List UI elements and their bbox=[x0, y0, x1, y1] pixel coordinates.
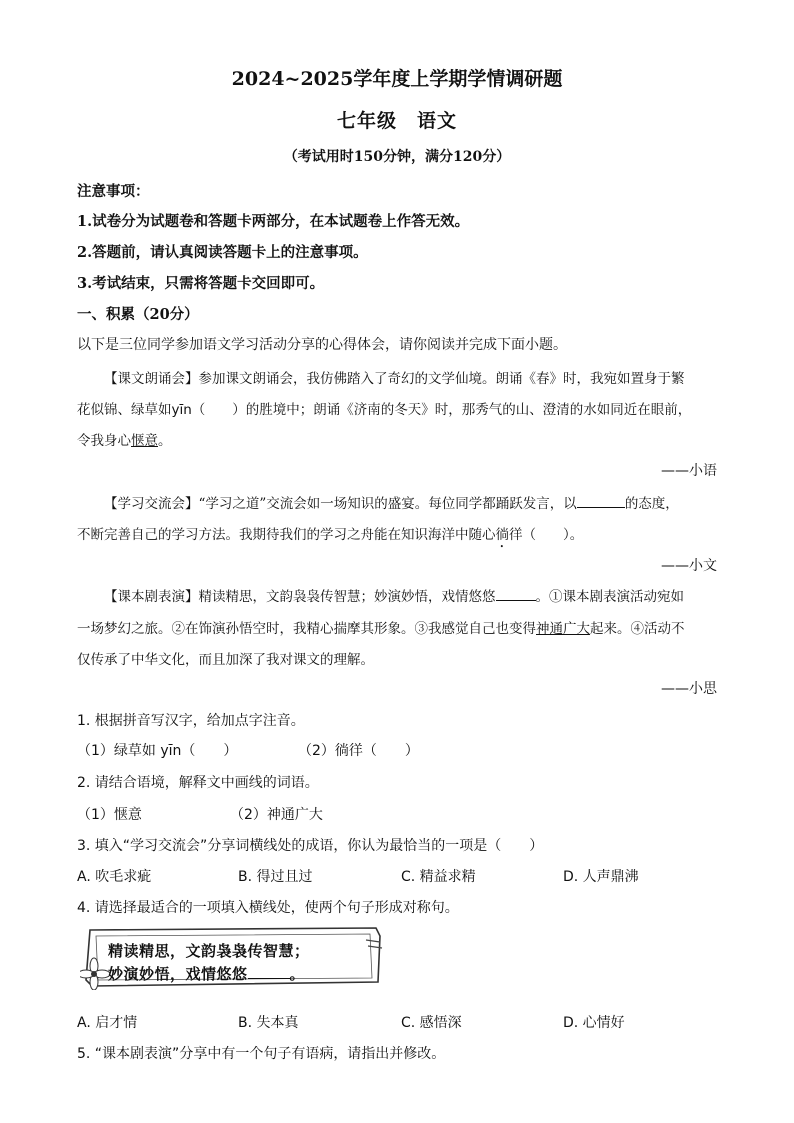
question-2-sub-2: （2）神通广大 bbox=[230, 807, 323, 823]
passage3-line2-text-a: 一场梦幻之旅。②在饰演孙悟空时，我精心揣摩其形象。③我感觉自己也变得 bbox=[77, 621, 536, 637]
passage3-line1 bbox=[104, 585, 684, 605]
passage1-line2-text-a: 花似锦、绿草如 bbox=[77, 402, 172, 418]
fill-blank-idiom bbox=[577, 494, 625, 508]
passage2-line2-text-a: 不断完善自己的学习方法。我期待我们的学习之舟能在知识海洋中随心 bbox=[77, 527, 496, 543]
question-1-sub-1: （1）绿草如 yīn（ ） bbox=[77, 743, 238, 759]
passage3-signature: ——小思 bbox=[661, 681, 717, 697]
fill-blank-symmetry bbox=[496, 587, 536, 601]
passage1-line2-text-b: （ ）的胜境中；朗诵《济南的冬天》时，那秀气的山、澄清的水如同近在眼前， bbox=[191, 402, 692, 418]
passage3-line1-text-b: 。①课本剧表演活动宛如 bbox=[535, 589, 684, 605]
page-title: 2024~2025学年度上学期学情调研题 bbox=[231, 68, 563, 90]
passage3-line2 bbox=[77, 617, 685, 637]
question-3-stem: 3. 填入“学习交流会”分享词横线处的成语，你认为最恰当的一项是（ ） bbox=[77, 838, 544, 854]
passage2-line1-text-b: 的态度， bbox=[624, 496, 679, 512]
question-4-option-d: D. 心情好 bbox=[563, 1015, 625, 1031]
frame-line-2-end: 。 bbox=[289, 965, 306, 983]
question-1-sub-2: （2）徜徉（ ） bbox=[298, 743, 419, 759]
question-5-stem: 5. “课本剧表演”分享中有一个句子有语病，请指出并修改。 bbox=[77, 1046, 446, 1062]
passage2-signature: ——小文 bbox=[661, 558, 717, 574]
passage3-underlined-word: 神通广大 bbox=[536, 621, 590, 637]
passage1-line3-text-a: 令我身心 bbox=[77, 433, 131, 449]
passage2-line2 bbox=[77, 523, 583, 551]
question-4-option-a: A. 启才情 bbox=[77, 1015, 138, 1031]
passage2-line2-text-b: 徉（ ）。 bbox=[509, 527, 584, 543]
passage3-line1-text-a: 【课本剧表演】精读精思，文韵袅袅传智慧；妙演妙悟，戏情悠悠 bbox=[104, 589, 496, 605]
notice-item-3: 3.考试结束，只需将答题卡交回即可。 bbox=[77, 275, 325, 292]
frame-line-2-text: 妙演妙悟，戏情悠悠 bbox=[108, 965, 248, 983]
exam-info: （考试用时150分钟，满分120分） bbox=[283, 149, 511, 165]
passage2-dotted-char: 徜 bbox=[495, 527, 509, 543]
passage2-line1 bbox=[104, 492, 679, 512]
frame-line-2 bbox=[108, 963, 305, 984]
passage3-line2-text-b: 起来。④活动不 bbox=[590, 621, 685, 637]
passage1-line3-text-b: 。 bbox=[158, 433, 172, 449]
question-1-stem: 1. 根据拼音写汉字，给加点字注音。 bbox=[77, 713, 305, 729]
question-3-option-c: C. 精益求精 bbox=[401, 869, 476, 885]
question-2-sub-1: （1）惬意 bbox=[77, 807, 142, 823]
notice-item-1: 1.试卷分为试题卷和答题卡两部分，在本试题卷上作答无效。 bbox=[77, 213, 470, 230]
passage1-underlined-word: 惬意 bbox=[131, 433, 158, 449]
question-4-stem: 4. 请选择最适合的一项填入横线处，使两个句子形成对称句。 bbox=[77, 900, 459, 916]
page-subtitle: 七年级 语文 bbox=[336, 110, 457, 132]
question-2-stem: 2. 请结合语境，解释文中画线的词语。 bbox=[77, 775, 319, 791]
section-heading: 一、积累（20分） bbox=[77, 306, 199, 323]
question-3-option-d: D. 人声鼎沸 bbox=[563, 869, 639, 885]
notice-item-2: 2.答题前，请认真阅读答题卡上的注意事项。 bbox=[77, 244, 368, 261]
passage2-line1-text-a: 【学习交流会】“学习之道”交流会如一场知识的盛宴。每位同学都踊跃发言，以 bbox=[104, 496, 577, 512]
question-4-option-b: B. 失本真 bbox=[238, 1015, 299, 1031]
notice-heading: 注意事项： bbox=[77, 183, 150, 200]
passage1-line3 bbox=[77, 429, 172, 449]
passage1-pinyin: yīn bbox=[171, 402, 192, 418]
section-intro: 以下是三位同学参加语文学习活动分享的心得体会，请你阅读并完成下面小题。 bbox=[77, 337, 567, 353]
passage1-line2 bbox=[77, 398, 691, 418]
question-3-option-b: B. 得过且过 bbox=[238, 869, 313, 885]
frame-line-1: 精读精思，文韵袅袅传智慧； bbox=[108, 942, 310, 960]
passage1-line1: 【课文朗诵会】参加课文朗诵会，我仿佛踏入了奇幻的文学仙境。朗诵《春》时，我宛如置身于繁 bbox=[104, 371, 685, 387]
question-4-option-c: C. 感悟深 bbox=[401, 1015, 462, 1031]
passage1-signature: ——小语 bbox=[661, 463, 717, 479]
frame-fill-blank bbox=[248, 964, 290, 979]
question-3-option-a: A. 吹毛求疵 bbox=[77, 869, 152, 885]
passage3-line3: 仅传承了中华文化，而且加深了我对课文的理解。 bbox=[77, 652, 374, 668]
